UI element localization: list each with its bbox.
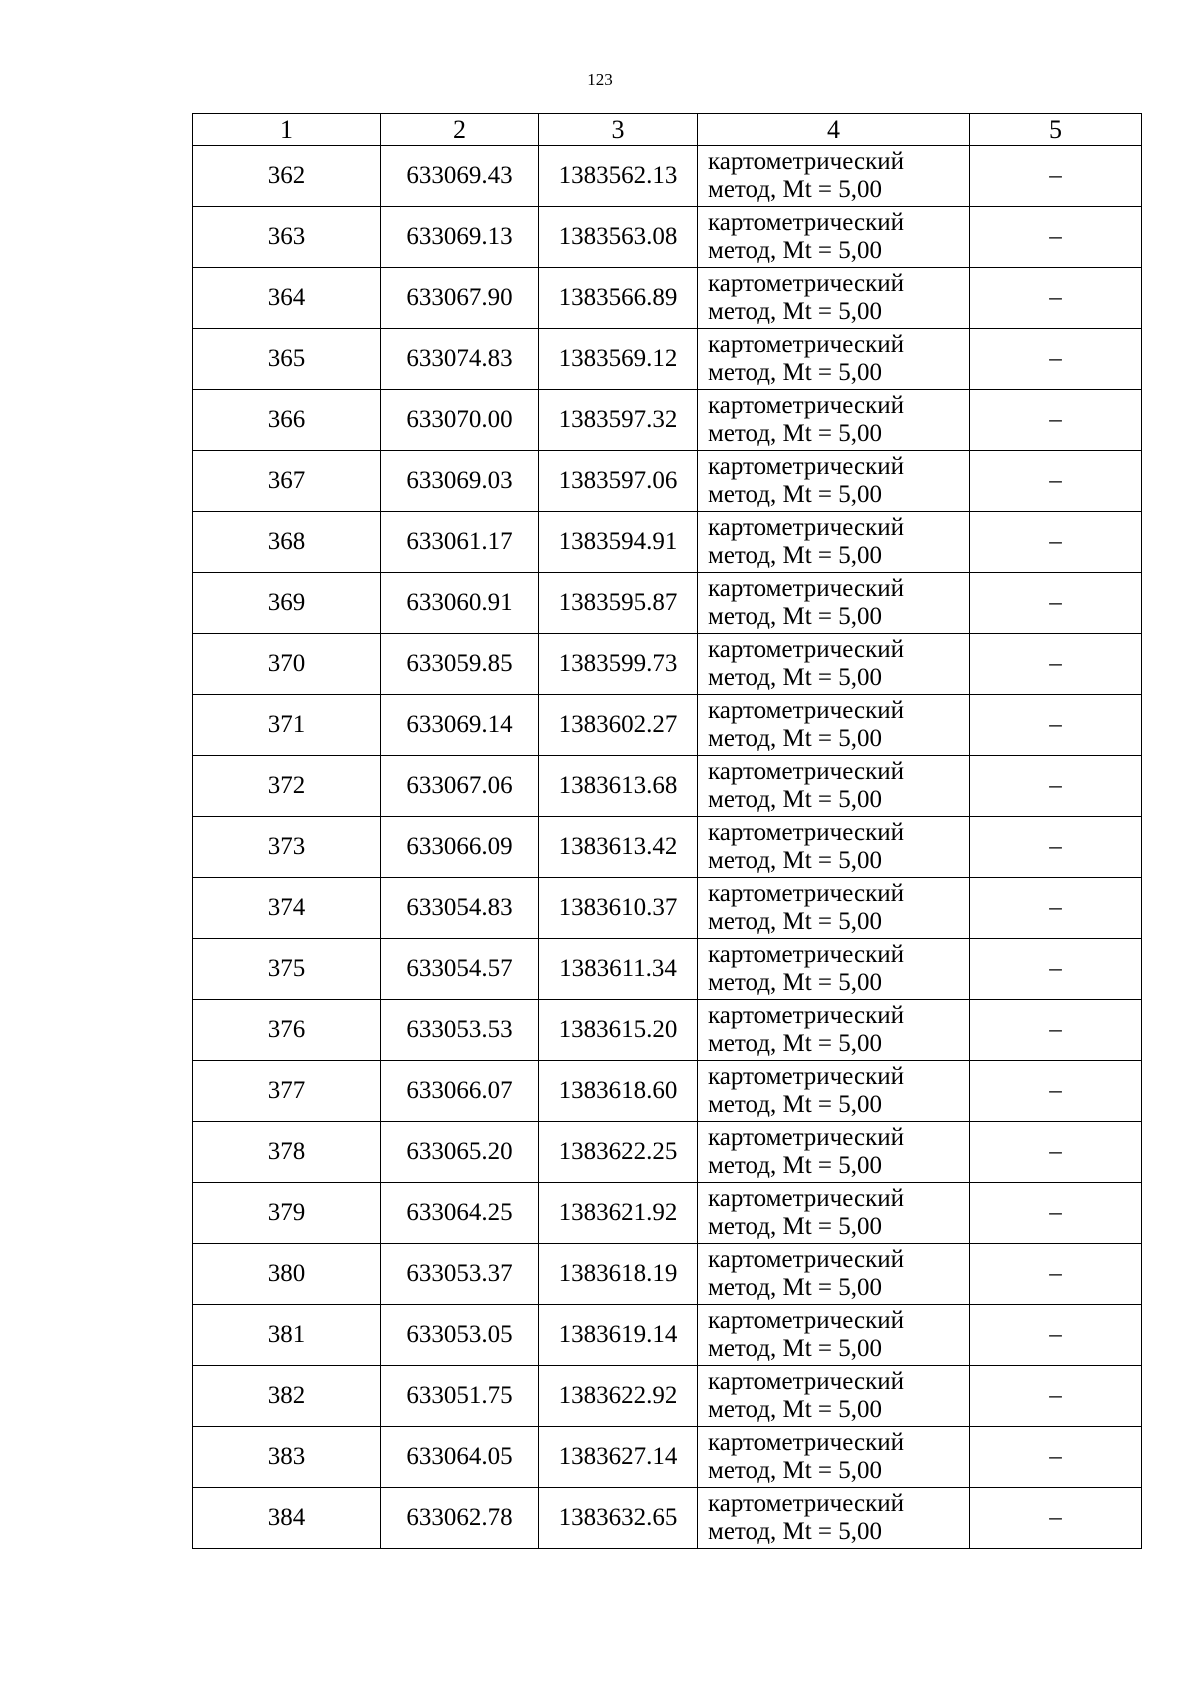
- method-line-1: картометрический: [708, 209, 904, 236]
- x-coordinate-cell: 633059.85: [381, 634, 539, 695]
- coordinates-table: [192, 113, 1142, 1549]
- method-cell: [698, 390, 970, 451]
- y-coordinate-cell: 1383566.89: [539, 268, 698, 329]
- method-cell: [698, 1000, 970, 1061]
- y-coordinate-cell: 1383621.92: [539, 1183, 698, 1244]
- col5-cell: –: [970, 817, 1142, 878]
- x-coordinate-cell: 633062.78: [381, 1488, 539, 1549]
- table-row: [193, 817, 1142, 878]
- method-cell: [698, 1122, 970, 1183]
- x-coordinate-cell: 633069.03: [381, 451, 539, 512]
- method-line-1: картометрический: [708, 453, 904, 480]
- table-row: [193, 756, 1142, 817]
- method-cell: [698, 1061, 970, 1122]
- x-coordinate-cell: 633067.06: [381, 756, 539, 817]
- table-row: [193, 146, 1142, 207]
- method-line-2: метод, Mt = 5,00: [708, 1457, 883, 1484]
- method-line-1: картометрический: [708, 575, 904, 602]
- point-number-cell: 384: [193, 1488, 381, 1549]
- col5-cell: –: [970, 878, 1142, 939]
- method-line-1: картометрический: [708, 1368, 904, 1395]
- table-row: [193, 268, 1142, 329]
- method-line-2: метод, Mt = 5,00: [708, 237, 883, 264]
- x-coordinate-cell: 633064.05: [381, 1427, 539, 1488]
- method-cell: [698, 1244, 970, 1305]
- header-row: [193, 114, 1142, 146]
- point-number-cell: 373: [193, 817, 381, 878]
- header-col-3: 3: [539, 114, 698, 146]
- method-cell: [698, 451, 970, 512]
- x-coordinate-cell: 633074.83: [381, 329, 539, 390]
- method-line-2: метод, Mt = 5,00: [708, 725, 883, 752]
- table-row: [193, 451, 1142, 512]
- table-row: [193, 1183, 1142, 1244]
- method-line-2: метод, Mt = 5,00: [708, 664, 883, 691]
- method-cell: [698, 1183, 970, 1244]
- method-line-2: метод, Mt = 5,00: [708, 1213, 883, 1240]
- method-cell: [698, 146, 970, 207]
- method-line-1: картометрический: [708, 392, 904, 419]
- col5-cell: –: [970, 1122, 1142, 1183]
- col5-cell: –: [970, 1000, 1142, 1061]
- col5-cell: –: [970, 634, 1142, 695]
- method-line-2: метод, Mt = 5,00: [708, 359, 883, 386]
- point-number-cell: 380: [193, 1244, 381, 1305]
- col5-cell: –: [970, 451, 1142, 512]
- method-line-2: метод, Mt = 5,00: [708, 1274, 883, 1301]
- table-row: [193, 1061, 1142, 1122]
- y-coordinate-cell: 1383618.19: [539, 1244, 698, 1305]
- method-line-2: метод, Mt = 5,00: [708, 1091, 883, 1118]
- point-number-cell: 376: [193, 1000, 381, 1061]
- table-row: [193, 878, 1142, 939]
- point-number-cell: 366: [193, 390, 381, 451]
- y-coordinate-cell: 1383563.08: [539, 207, 698, 268]
- table-row: [193, 1488, 1142, 1549]
- method-cell: [698, 1305, 970, 1366]
- method-line-2: метод, Mt = 5,00: [708, 176, 883, 203]
- table-row: [193, 207, 1142, 268]
- x-coordinate-cell: 633053.05: [381, 1305, 539, 1366]
- point-number-cell: 372: [193, 756, 381, 817]
- table-row: [193, 695, 1142, 756]
- col5-cell: –: [970, 756, 1142, 817]
- y-coordinate-cell: 1383622.92: [539, 1366, 698, 1427]
- method-cell: [698, 268, 970, 329]
- method-line-2: метод, Mt = 5,00: [708, 908, 883, 935]
- method-cell: [698, 512, 970, 573]
- method-line-2: метод, Mt = 5,00: [708, 847, 883, 874]
- method-line-1: картометрический: [708, 880, 904, 907]
- point-number-cell: 370: [193, 634, 381, 695]
- x-coordinate-cell: 633053.37: [381, 1244, 539, 1305]
- y-coordinate-cell: 1383595.87: [539, 573, 698, 634]
- point-number-cell: 365: [193, 329, 381, 390]
- x-coordinate-cell: 633054.83: [381, 878, 539, 939]
- x-coordinate-cell: 633066.07: [381, 1061, 539, 1122]
- col5-cell: –: [970, 695, 1142, 756]
- header-col-2: 2: [381, 114, 539, 146]
- point-number-cell: 375: [193, 939, 381, 1000]
- page-number: 123: [587, 70, 613, 89]
- y-coordinate-cell: 1383618.60: [539, 1061, 698, 1122]
- y-coordinate-cell: 1383613.42: [539, 817, 698, 878]
- x-coordinate-cell: 633069.13: [381, 207, 539, 268]
- table-row: [193, 573, 1142, 634]
- x-coordinate-cell: 633067.90: [381, 268, 539, 329]
- point-number-cell: 379: [193, 1183, 381, 1244]
- col5-cell: –: [970, 1427, 1142, 1488]
- method-cell: [698, 939, 970, 1000]
- header-col-4: 4: [698, 114, 970, 146]
- x-coordinate-cell: 633070.00: [381, 390, 539, 451]
- method-line-2: метод, Mt = 5,00: [708, 603, 883, 630]
- col5-cell: –: [970, 1366, 1142, 1427]
- table-body: [193, 146, 1142, 1549]
- table-row: [193, 634, 1142, 695]
- method-line-1: картометрический: [708, 1246, 904, 1273]
- method-line-2: метод, Mt = 5,00: [708, 420, 883, 447]
- method-line-1: картометрический: [708, 1429, 904, 1456]
- method-line-2: метод, Mt = 5,00: [708, 1518, 883, 1545]
- table-row: [193, 939, 1142, 1000]
- x-coordinate-cell: 633060.91: [381, 573, 539, 634]
- table-row: [193, 1122, 1142, 1183]
- y-coordinate-cell: 1383619.14: [539, 1305, 698, 1366]
- method-line-1: картометрический: [708, 758, 904, 785]
- method-cell: [698, 634, 970, 695]
- col5-cell: –: [970, 390, 1142, 451]
- method-line-1: картометрический: [708, 819, 904, 846]
- y-coordinate-cell: 1383594.91: [539, 512, 698, 573]
- method-cell: [698, 878, 970, 939]
- method-line-2: метод, Mt = 5,00: [708, 481, 883, 508]
- x-coordinate-cell: 633054.57: [381, 939, 539, 1000]
- col5-cell: –: [970, 1488, 1142, 1549]
- header-col-1: 1: [193, 114, 381, 146]
- y-coordinate-cell: 1383569.12: [539, 329, 698, 390]
- y-coordinate-cell: 1383615.20: [539, 1000, 698, 1061]
- method-line-2: метод, Mt = 5,00: [708, 1152, 883, 1179]
- x-coordinate-cell: 633065.20: [381, 1122, 539, 1183]
- method-line-2: метод, Mt = 5,00: [708, 1335, 883, 1362]
- method-line-1: картометрический: [708, 270, 904, 297]
- col5-cell: –: [970, 573, 1142, 634]
- x-coordinate-cell: 633069.43: [381, 146, 539, 207]
- method-line-1: картометрический: [708, 697, 904, 724]
- x-coordinate-cell: 633069.14: [381, 695, 539, 756]
- col5-cell: –: [970, 146, 1142, 207]
- header-col-5: 5: [970, 114, 1142, 146]
- method-cell: [698, 695, 970, 756]
- y-coordinate-cell: 1383632.65: [539, 1488, 698, 1549]
- col5-cell: –: [970, 329, 1142, 390]
- point-number-cell: 377: [193, 1061, 381, 1122]
- col5-cell: –: [970, 207, 1142, 268]
- col5-cell: –: [970, 1244, 1142, 1305]
- method-line-1: картометрический: [708, 636, 904, 663]
- method-line-1: картометрический: [708, 1490, 904, 1517]
- point-number-cell: 367: [193, 451, 381, 512]
- y-coordinate-cell: 1383613.68: [539, 756, 698, 817]
- col5-cell: –: [970, 512, 1142, 573]
- y-coordinate-cell: 1383627.14: [539, 1427, 698, 1488]
- method-line-1: картометрический: [708, 331, 904, 358]
- table-row: [193, 1000, 1142, 1061]
- method-line-1: картометрический: [708, 148, 904, 175]
- table-row: [193, 329, 1142, 390]
- point-number-cell: 381: [193, 1305, 381, 1366]
- point-number-cell: 368: [193, 512, 381, 573]
- table-row: [193, 1427, 1142, 1488]
- method-line-1: картометрический: [708, 1124, 904, 1151]
- table-row: [193, 1244, 1142, 1305]
- method-line-1: картометрический: [708, 941, 904, 968]
- y-coordinate-cell: 1383610.37: [539, 878, 698, 939]
- method-line-1: картометрический: [708, 1307, 904, 1334]
- x-coordinate-cell: 633053.53: [381, 1000, 539, 1061]
- method-cell: [698, 1366, 970, 1427]
- method-line-1: картометрический: [708, 1063, 904, 1090]
- method-cell: [698, 756, 970, 817]
- table-row: [193, 512, 1142, 573]
- point-number-cell: 382: [193, 1366, 381, 1427]
- method-cell: [698, 817, 970, 878]
- method-cell: [698, 573, 970, 634]
- method-line-2: метод, Mt = 5,00: [708, 542, 883, 569]
- method-cell: [698, 329, 970, 390]
- col5-cell: –: [970, 1305, 1142, 1366]
- point-number-cell: 362: [193, 146, 381, 207]
- x-coordinate-cell: 633061.17: [381, 512, 539, 573]
- table-row: [193, 1305, 1142, 1366]
- col5-cell: –: [970, 1183, 1142, 1244]
- y-coordinate-cell: 1383622.25: [539, 1122, 698, 1183]
- y-coordinate-cell: 1383599.73: [539, 634, 698, 695]
- table-row: [193, 390, 1142, 451]
- y-coordinate-cell: 1383602.27: [539, 695, 698, 756]
- point-number-cell: 371: [193, 695, 381, 756]
- x-coordinate-cell: 633066.09: [381, 817, 539, 878]
- y-coordinate-cell: 1383597.32: [539, 390, 698, 451]
- method-line-2: метод, Mt = 5,00: [708, 969, 883, 996]
- x-coordinate-cell: 633051.75: [381, 1366, 539, 1427]
- method-line-2: метод, Mt = 5,00: [708, 1396, 883, 1423]
- point-number-cell: 374: [193, 878, 381, 939]
- col5-cell: –: [970, 939, 1142, 1000]
- col5-cell: –: [970, 268, 1142, 329]
- point-number-cell: 364: [193, 268, 381, 329]
- method-cell: [698, 1488, 970, 1549]
- method-line-1: картометрический: [708, 1002, 904, 1029]
- table-row: [193, 1366, 1142, 1427]
- x-coordinate-cell: 633064.25: [381, 1183, 539, 1244]
- col5-cell: –: [970, 1061, 1142, 1122]
- point-number-cell: 369: [193, 573, 381, 634]
- method-line-2: метод, Mt = 5,00: [708, 298, 883, 325]
- method-line-1: картометрический: [708, 1185, 904, 1212]
- point-number-cell: 363: [193, 207, 381, 268]
- y-coordinate-cell: 1383611.34: [539, 939, 698, 1000]
- method-cell: [698, 207, 970, 268]
- method-line-2: метод, Mt = 5,00: [708, 1030, 883, 1057]
- y-coordinate-cell: 1383597.06: [539, 451, 698, 512]
- method-cell: [698, 1427, 970, 1488]
- point-number-cell: 383: [193, 1427, 381, 1488]
- y-coordinate-cell: 1383562.13: [539, 146, 698, 207]
- method-line-2: метод, Mt = 5,00: [708, 786, 883, 813]
- point-number-cell: 378: [193, 1122, 381, 1183]
- method-line-1: картометрический: [708, 514, 904, 541]
